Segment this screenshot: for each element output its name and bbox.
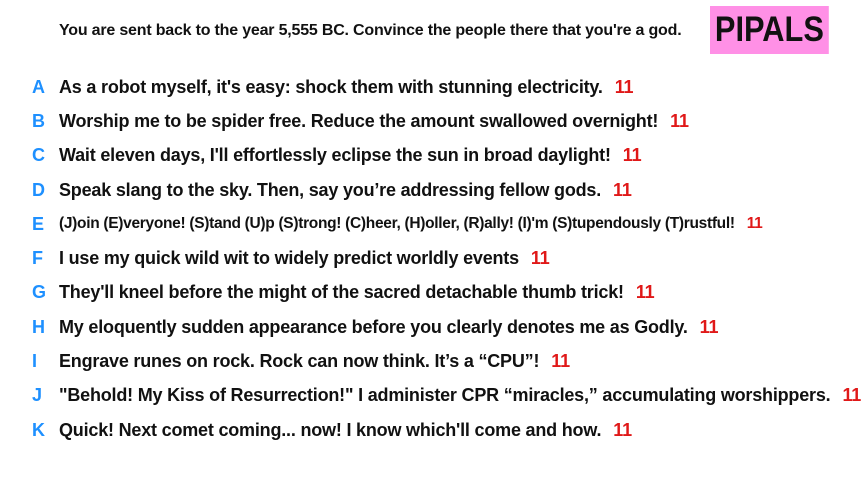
answer-text-row xyxy=(59,420,632,441)
answer-item-d xyxy=(0,173,853,207)
answer-text-row xyxy=(59,351,570,372)
answer-text: Quick! Next comet coming... now! I know which'll come and how. xyxy=(59,419,602,440)
answer-text: (J)oin (E)veryone! (S)tand (U)p (S)trong! (C)heer, (H)oller, (R)ally! (I)'m (S)tupendously (T)rustful! xyxy=(59,215,735,233)
answer-letter: B xyxy=(32,110,45,131)
answer-score: 11 xyxy=(613,179,632,200)
answer-text: "Behold! My Kiss of Resurrection!" I administer CPR “miracles,” accumulating worshippers. xyxy=(59,385,831,406)
answer-item-k xyxy=(0,413,853,447)
answer-text: Worship me to be spider free. Reduce the amount swallowed overnight! xyxy=(59,110,659,131)
answer-list xyxy=(0,70,861,447)
answer-item-c xyxy=(0,139,853,173)
answer-score: 11 xyxy=(746,215,763,233)
brand-logo xyxy=(710,6,829,54)
answer-text-row xyxy=(59,180,632,201)
answer-letter: F xyxy=(32,248,43,269)
answer-letter: I xyxy=(32,351,38,372)
answer-score: 11 xyxy=(530,248,550,269)
answer-text-row xyxy=(59,385,861,406)
answer-score: 11 xyxy=(613,419,632,440)
answer-score: 11 xyxy=(635,282,655,303)
answer-text: Engrave runes on rock. Rock can now think. It’s a “CPU”! xyxy=(59,351,540,372)
answer-text-row xyxy=(59,248,550,269)
answer-letter: E xyxy=(32,213,45,234)
answer-letter: H xyxy=(32,316,45,337)
answer-item-i xyxy=(0,344,853,378)
answer-score: 11 xyxy=(842,385,861,406)
answer-score: 11 xyxy=(551,351,570,372)
answer-text: Wait eleven days, I'll effortlessly eclipse the sun in broad daylight! xyxy=(59,145,611,166)
answer-text: I use my quick wild wit to widely predict worldly events xyxy=(59,248,519,269)
answer-score: 11 xyxy=(670,110,689,131)
answer-text-row xyxy=(59,77,633,98)
answer-item-a xyxy=(0,70,853,104)
answer-letter: D xyxy=(32,179,45,200)
prompt-question: You are sent back to the year 5,555 BC. Convince the people there that you're a god. xyxy=(59,22,682,39)
answer-score: 11 xyxy=(614,76,634,97)
answer-text: My eloquently sudden appearance before you clearly denotes me as Godly. xyxy=(59,316,688,337)
answer-text-row xyxy=(59,215,763,233)
answer-item-h xyxy=(0,310,853,344)
answer-letter: C xyxy=(32,145,45,166)
answer-item-f xyxy=(0,241,853,275)
answer-item-j xyxy=(0,379,861,413)
answer-text-row xyxy=(59,282,654,303)
answer-score: 11 xyxy=(622,145,642,166)
answer-score: 11 xyxy=(699,316,719,337)
answer-item-e xyxy=(0,207,853,241)
answer-text: As a robot myself, it's easy: shock them with stunning electricity. xyxy=(59,76,603,97)
answer-letter: G xyxy=(32,282,47,303)
answer-text: They'll kneel before the might of the sacred detachable thumb trick! xyxy=(59,282,624,303)
answer-letter: K xyxy=(32,419,45,440)
answer-item-g xyxy=(0,276,853,310)
answer-text-row xyxy=(59,145,641,166)
brand-label: PIPALS xyxy=(714,10,824,49)
answer-text: Speak slang to the sky. Then, say you’re addressing fellow gods. xyxy=(59,179,602,200)
answer-item-b xyxy=(0,104,853,138)
answer-text-row xyxy=(59,111,689,132)
answer-letter: J xyxy=(32,385,43,406)
answer-letter: A xyxy=(32,76,45,97)
answer-text-row xyxy=(59,317,718,338)
